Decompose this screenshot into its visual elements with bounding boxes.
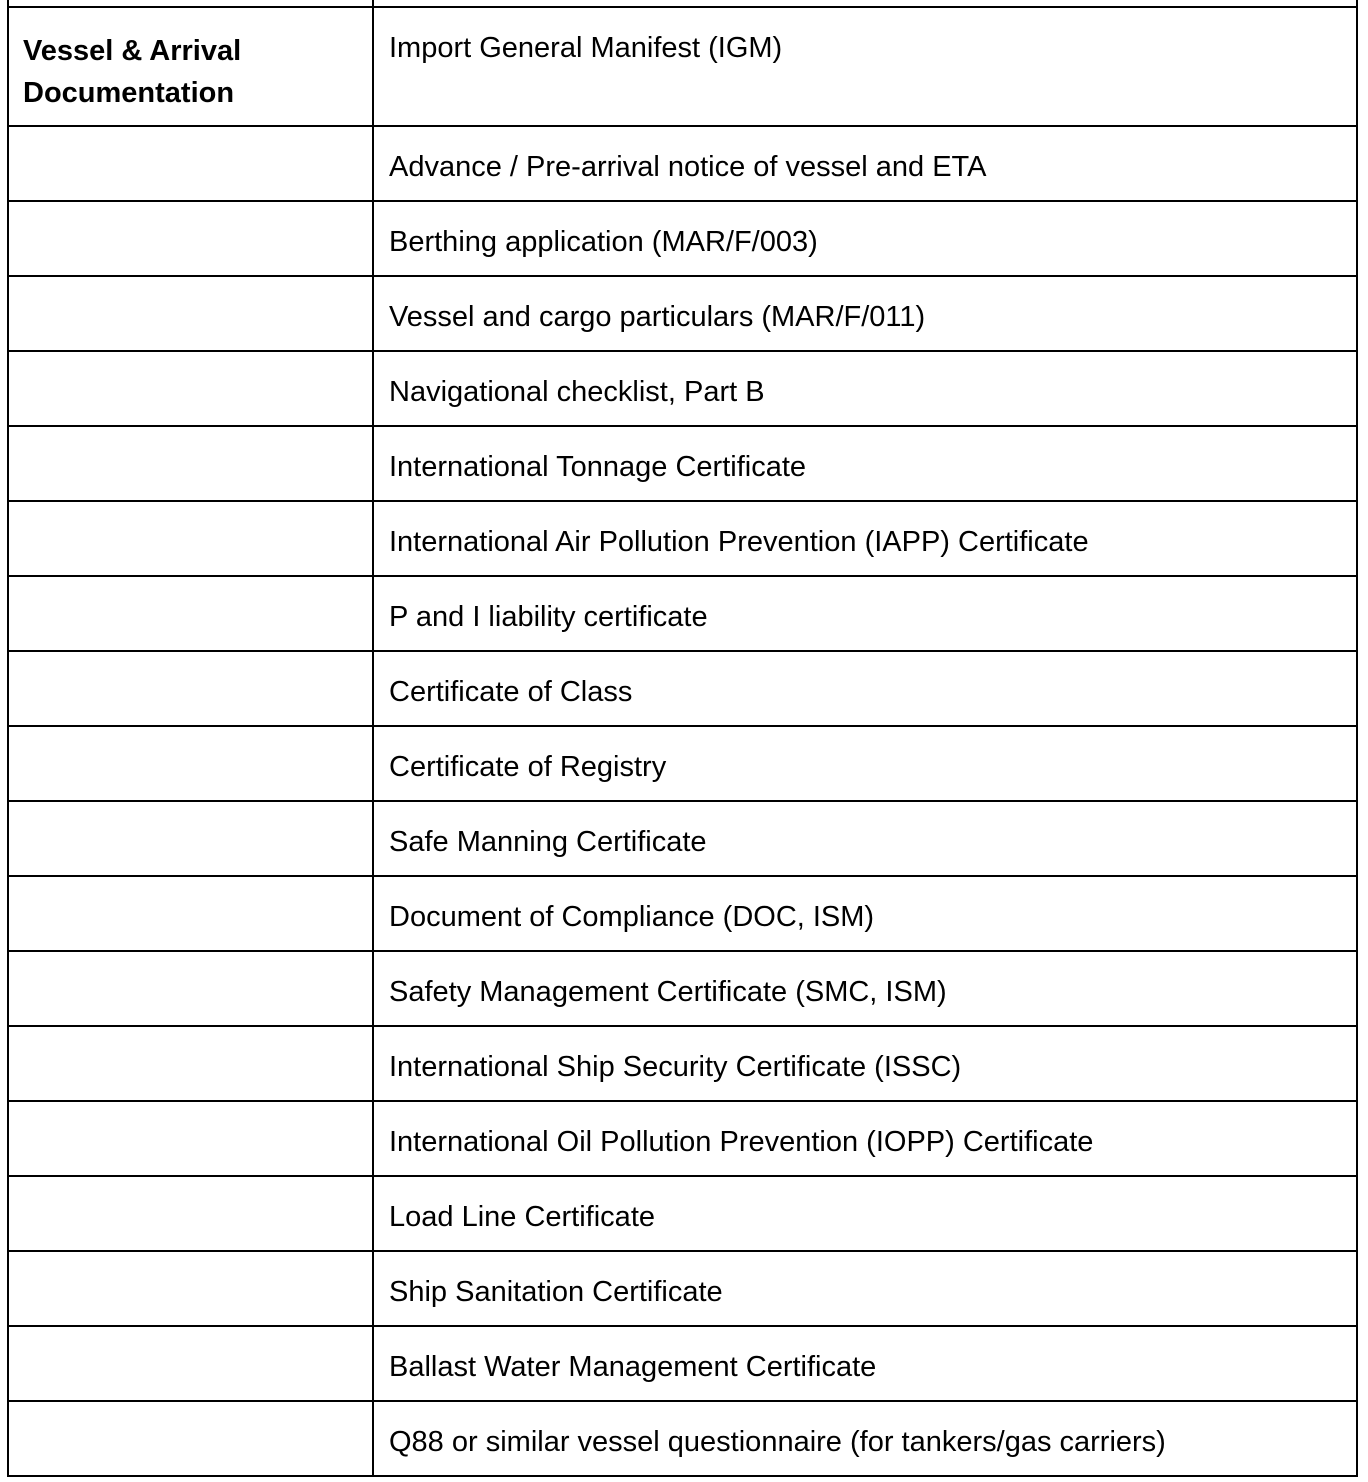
table-row	[8, 1176, 1357, 1251]
table-row	[8, 276, 1357, 351]
table-row	[8, 201, 1357, 276]
table-row	[8, 651, 1357, 726]
table-top-edge-row	[8, 0, 1357, 7]
table-row	[8, 876, 1357, 951]
table-row	[8, 1026, 1357, 1101]
empty-section-cell	[8, 576, 373, 651]
documentation-table	[7, 0, 1358, 1477]
empty-section-cell	[8, 1101, 373, 1176]
empty-section-cell	[8, 501, 373, 576]
document-item-cell: Load Line Certificate	[373, 1176, 1357, 1251]
empty-section-cell	[8, 1026, 373, 1101]
document-item-cell: Q88 or similar vessel questionnaire (for tankers/gas carriers)	[373, 1401, 1357, 1476]
empty-section-cell	[8, 876, 373, 951]
table-row	[8, 426, 1357, 501]
top-edge-left-cell	[8, 0, 373, 7]
table-row	[8, 1101, 1357, 1176]
empty-section-cell	[8, 1401, 373, 1476]
document-item-cell: Certificate of Class	[373, 651, 1357, 726]
table-row	[8, 501, 1357, 576]
document-item-cell: Certificate of Registry	[373, 726, 1357, 801]
table-row	[8, 1251, 1357, 1326]
document-item-cell: International Ship Security Certificate (ISSC)	[373, 1026, 1357, 1101]
empty-section-cell	[8, 126, 373, 201]
table-row	[8, 576, 1357, 651]
table-row	[8, 126, 1357, 201]
document-item-cell: Navigational checklist, Part B	[373, 351, 1357, 426]
table-row	[8, 801, 1357, 876]
empty-section-cell	[8, 726, 373, 801]
document-item-cell: P and I liability certificate	[373, 576, 1357, 651]
empty-section-cell	[8, 651, 373, 726]
empty-section-cell	[8, 201, 373, 276]
document-item-cell: International Air Pollution Prevention (IAPP) Certificate	[373, 501, 1357, 576]
document-item-cell: International Oil Pollution Prevention (IOPP) Certificate	[373, 1101, 1357, 1176]
document-item-cell: Document of Compliance (DOC, ISM)	[373, 876, 1357, 951]
table-row	[8, 351, 1357, 426]
document-item-cell: Ship Sanitation Certificate	[373, 1251, 1357, 1326]
empty-section-cell	[8, 351, 373, 426]
table-row	[8, 7, 1357, 126]
table-row	[8, 951, 1357, 1026]
empty-section-cell	[8, 426, 373, 501]
empty-section-cell	[8, 276, 373, 351]
empty-section-cell	[8, 1176, 373, 1251]
table-body	[8, 0, 1357, 1476]
document-item-cell: Vessel and cargo particulars (MAR/F/011)	[373, 276, 1357, 351]
empty-section-cell	[8, 1251, 373, 1326]
document-item-cell: Ballast Water Management Certificate	[373, 1326, 1357, 1401]
table-row	[8, 1401, 1357, 1476]
document-item-cell: International Tonnage Certificate	[373, 426, 1357, 501]
document-item-cell: Import General Manifest (IGM)	[373, 7, 1357, 126]
document-item-cell: Advance / Pre-arrival notice of vessel and ETA	[373, 126, 1357, 201]
table-row	[8, 1326, 1357, 1401]
top-edge-right-cell	[373, 0, 1357, 7]
document-item-cell: Berthing application (MAR/F/003)	[373, 201, 1357, 276]
empty-section-cell	[8, 951, 373, 1026]
empty-section-cell	[8, 801, 373, 876]
document-item-cell: Safe Manning Certificate	[373, 801, 1357, 876]
table-row	[8, 726, 1357, 801]
document-item-cell: Safety Management Certificate (SMC, ISM)	[373, 951, 1357, 1026]
section-label-cell: Vessel & Arrival Documentation	[8, 7, 373, 126]
empty-section-cell	[8, 1326, 373, 1401]
